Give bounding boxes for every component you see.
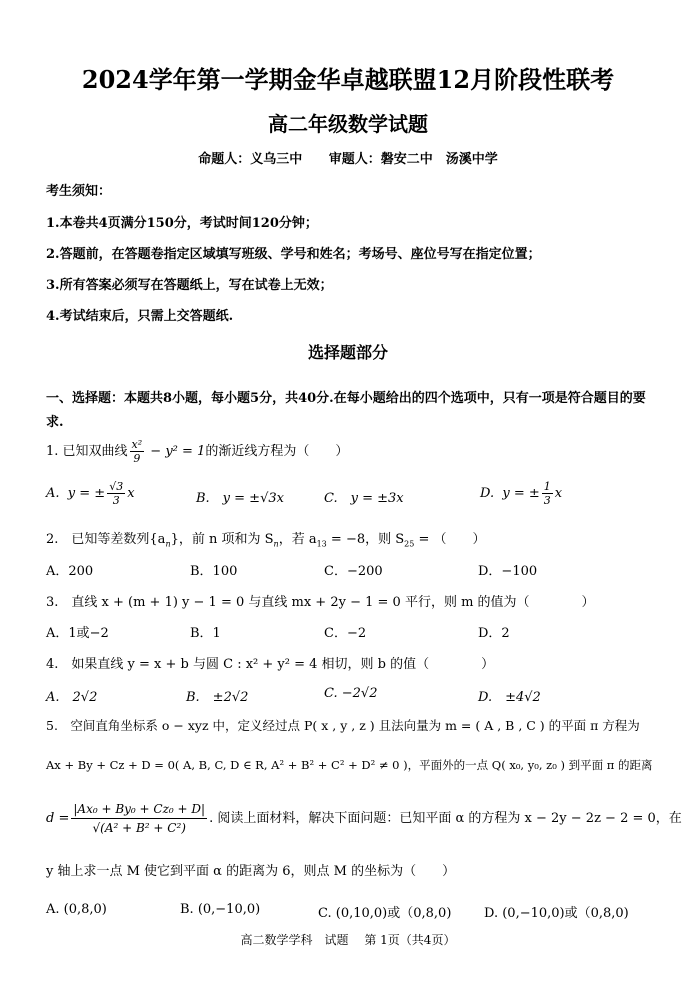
option-b: B．1 bbox=[190, 626, 221, 641]
question-5-formula: d = $\frac{\text{|Ax₀ + By₀ + Cz₀ + D|}}{\text{√(A² + B² + C²)}}$ . 阅读上面材料，解决下面问题：已知平面 α 的方程为 x − 2y − 2z − 2 = 0，在 bbox=[46, 802, 682, 835]
option-a: A. 2√2 bbox=[46, 690, 98, 705]
notice-item: 1.本卷共4页满分150分，考试时间120分钟； bbox=[46, 216, 318, 231]
option-d: D．−100 bbox=[478, 564, 538, 579]
notice-item: 3.所有答案必须写在答题纸上，写在试卷上无效； bbox=[46, 278, 333, 293]
page-footer: 高二数学学科 试题 第 1页（共4页） bbox=[240, 933, 456, 947]
question-4: 4. 如果直线 y = x + b 与圆 C : x² + y² = 4 相切，则 b 的值（ ） bbox=[46, 657, 495, 672]
option-c: C. −2√2 bbox=[324, 686, 378, 701]
option-b: B. (0,−10,0) bbox=[180, 902, 261, 917]
question-3: 3. 直线 x + (m + 1) y − 1 = 0 与直线 mx + 2y − 1 = 0 平行，则 m 的值为（ ） bbox=[46, 595, 595, 610]
option-a: A. (0,8,0) bbox=[46, 902, 107, 917]
authors-line bbox=[0, 148, 696, 167]
option-d: D. ±4√2 bbox=[478, 690, 541, 705]
option-d: D. (0,−10,0)或（0,8,0) bbox=[484, 906, 629, 921]
question-5-line-4: y 轴上求一点 M 使它到平面 α 的距离为 6，则点 M 的坐标为（ ） bbox=[46, 864, 456, 879]
question-5-line-2: Ax + By + Cz + D = 0( A, B, C, D ∈ R, A² + B² + C² + D² ≠ 0 )，平面外的一点 Q( x₀, y₀, z₀ ) 到平面 π 的距离 bbox=[46, 758, 653, 772]
option-c: C. y = ±3x bbox=[324, 491, 404, 506]
notice-heading: 考生须知： bbox=[46, 184, 112, 199]
exam-title: 2024学年第一学期金华卓越联盟12月阶段性联考 bbox=[81, 65, 615, 94]
part-intro: 一、选择题：本题共8小题，每小题5分，共40分.在每小题给出的四个选项中，只有一项是符合题目的要求. bbox=[46, 391, 646, 430]
section-title: 选择题部分 bbox=[307, 343, 388, 362]
option-b: B. y = ±√3x bbox=[196, 491, 284, 506]
question-1: 1. 已知双曲线 $\frac{\text{x²}}{9}$ − y² = 1的渐近线方程为（ ） bbox=[46, 438, 349, 465]
question-5-line-1: 5. 空间直角坐标系 o − xyz 中，定义经过点 P( x , y , z ) 且法向量为 m = ( A , B , C ) 的平面 π 方程为 bbox=[46, 718, 640, 733]
fraction: $\frac{\text{x²}}{9}$ bbox=[131, 438, 143, 465]
option-a: A．200 bbox=[46, 564, 94, 579]
option-c: C．−200 bbox=[324, 564, 383, 579]
notice-item: 4.考试结束后，只需上交答题纸. bbox=[46, 309, 234, 324]
option-c: C. (0,10,0)或（0,8,0) bbox=[318, 906, 452, 921]
option-b: B．100 bbox=[190, 564, 238, 579]
option-b: B. ±2√2 bbox=[186, 690, 249, 705]
reviewers: 审题人：磐安二中 汤溪中学 bbox=[328, 152, 498, 167]
notice-item: 2.答题前，在答题卷指定区域填写班级、学号和姓名；考场号、座位号写在指定位置； bbox=[46, 247, 541, 262]
option-a: A. y = ± $\frac{√3}{3}$ x bbox=[46, 480, 135, 507]
option-a: A．1或−2 bbox=[46, 626, 109, 641]
question-2: 2. 已知等差数列$\{a_n\}$，前 n 项和为 $S_n$，若 $a_{13} = -8$，则 $S_{25}$ = （ ） bbox=[46, 532, 486, 549]
proposer: 命题人：义乌三中 bbox=[198, 152, 303, 167]
option-d: D. y = ± $\frac{1}{3}$ x bbox=[480, 480, 563, 507]
option-d: D．2 bbox=[478, 626, 510, 641]
option-c: C．−2 bbox=[324, 626, 367, 641]
exam-subtitle: 高二年级数学试题 bbox=[268, 112, 428, 136]
